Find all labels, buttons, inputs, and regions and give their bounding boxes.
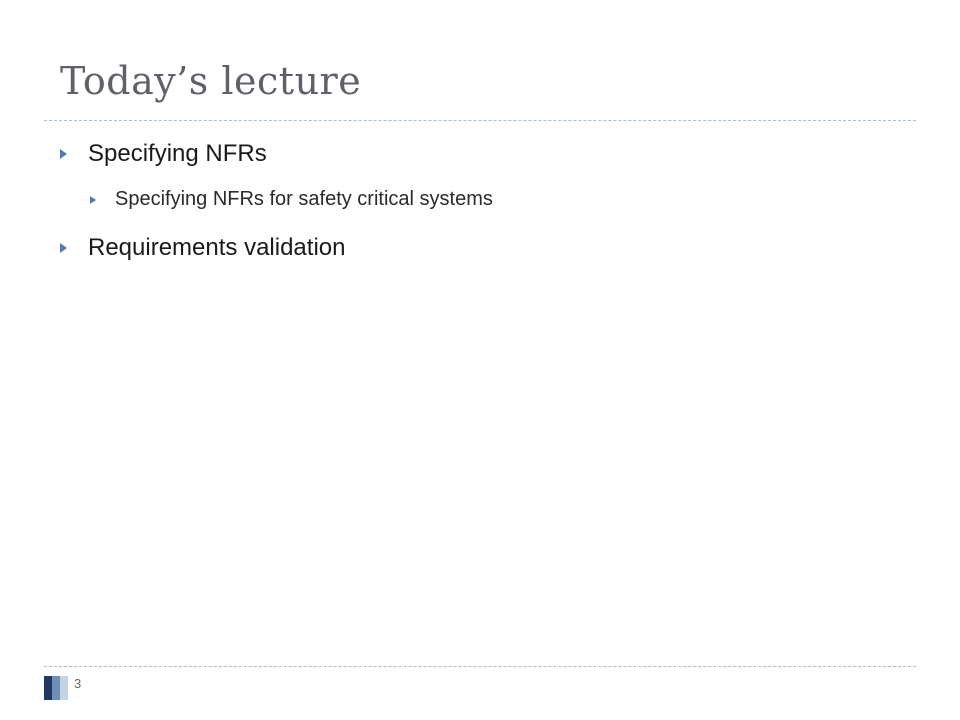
triangle-bullet-icon bbox=[60, 243, 67, 253]
bullet-item bbox=[60, 140, 267, 168]
page-number: 3 bbox=[74, 676, 82, 691]
slide-accent-icon bbox=[44, 676, 68, 700]
footer-divider bbox=[44, 666, 916, 667]
title-divider bbox=[44, 120, 916, 121]
bullet-text: Specifying NFRs bbox=[88, 140, 267, 167]
sub-bullet-item bbox=[90, 188, 493, 211]
bullet-text: Requirements validation bbox=[88, 234, 346, 261]
triangle-bullet-icon bbox=[90, 196, 96, 204]
sub-bullet-text: Specifying NFRs for safety critical systems bbox=[115, 188, 493, 210]
slide-title: Today’s lecture bbox=[60, 59, 362, 103]
bullet-item bbox=[60, 234, 345, 262]
triangle-bullet-icon bbox=[60, 149, 67, 159]
